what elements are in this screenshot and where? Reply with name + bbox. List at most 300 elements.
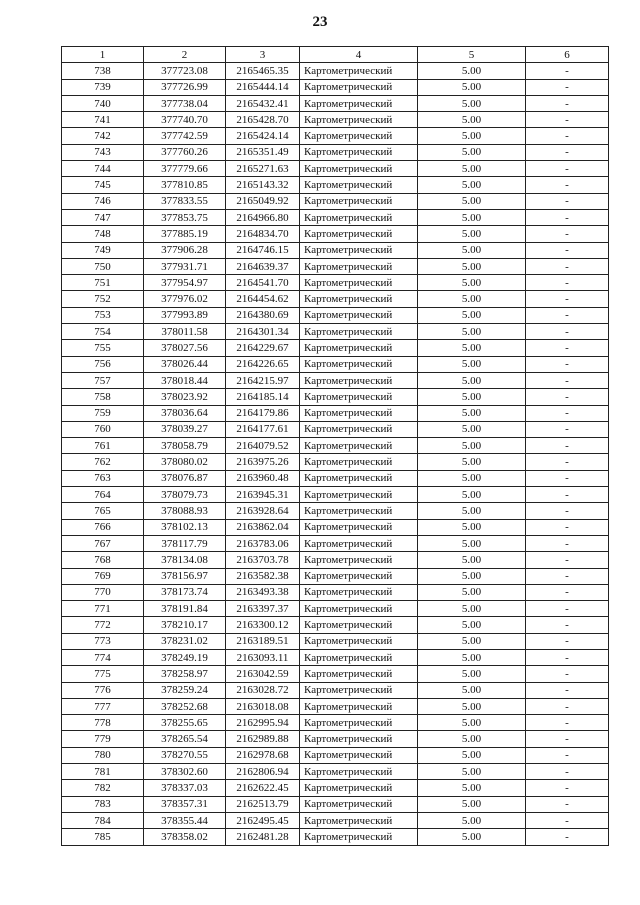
table-row [62,161,609,177]
table-cell-col-3: 2164177.61 [226,421,300,437]
table-cell-col-3: 2164226.65 [226,356,300,372]
table-cell-col-3: 2165465.35 [226,63,300,79]
table-cell-col-2: 378011.58 [144,324,226,340]
table-cell-col-5: 5.00 [418,421,526,437]
table-cell-col-5: 5.00 [418,275,526,291]
table-cell-col-2: 377810.85 [144,177,226,193]
table-cell-col-2: 378231.02 [144,633,226,649]
table-cell-col-6: - [526,812,609,828]
table-cell-col-3: 2162806.94 [226,764,300,780]
table-cell-col-3: 2163397.37 [226,601,300,617]
table-cell-col-6: - [526,698,609,714]
table-cell-col-5: 5.00 [418,666,526,682]
table-cell-col-1: 740 [62,95,144,111]
table-row [62,535,609,551]
table-cell-col-6: - [526,79,609,95]
table-cell-col-2: 377954.97 [144,275,226,291]
table-cell-col-3: 2162989.88 [226,731,300,747]
table-cell-col-3: 2163703.78 [226,552,300,568]
table-row [62,63,609,79]
table-cell-col-3: 2162513.79 [226,796,300,812]
table-cell-col-6: - [526,421,609,437]
table-cell-col-4: Картометрический [300,731,418,747]
table-cell-col-6: - [526,405,609,421]
table-cell-col-1: 756 [62,356,144,372]
table-row [62,601,609,617]
table-cell-col-3: 2165271.63 [226,161,300,177]
table-cell-col-3: 2163862.04 [226,519,300,535]
table-cell-col-4: Картометрический [300,715,418,731]
table-cell-col-2: 378156.97 [144,568,226,584]
table-cell-col-4: Картометрический [300,209,418,225]
table-row [62,584,609,600]
table-cell-col-5: 5.00 [418,584,526,600]
table-cell-col-5: 5.00 [418,633,526,649]
table-cell-col-1: 745 [62,177,144,193]
table-cell-col-5: 5.00 [418,552,526,568]
column-header-6: 6 [526,47,609,63]
table-cell-col-4: Картометрический [300,340,418,356]
table-cell-col-6: - [526,177,609,193]
table-cell-col-6: - [526,715,609,731]
table-cell-col-3: 2164215.97 [226,372,300,388]
table-cell-col-1: 741 [62,112,144,128]
table-cell-col-2: 378039.27 [144,421,226,437]
table-cell-col-6: - [526,470,609,486]
table-cell-col-2: 377740.70 [144,112,226,128]
table-cell-col-5: 5.00 [418,340,526,356]
table-row [62,356,609,372]
table-row [62,666,609,682]
table-cell-col-2: 378191.84 [144,601,226,617]
table-cell-col-1: 767 [62,535,144,551]
table-row [62,324,609,340]
table-cell-col-3: 2164746.15 [226,242,300,258]
table-cell-col-6: - [526,63,609,79]
table-row [62,552,609,568]
table-cell-col-1: 779 [62,731,144,747]
table-row [62,405,609,421]
table-cell-col-3: 2165424.14 [226,128,300,144]
table-cell-col-5: 5.00 [418,291,526,307]
table-cell-col-6: - [526,275,609,291]
table-cell-col-3: 2164229.67 [226,340,300,356]
table-row [62,438,609,454]
table-cell-col-4: Картометрический [300,275,418,291]
table-cell-col-5: 5.00 [418,144,526,160]
table-row [62,242,609,258]
table-cell-col-4: Картометрический [300,324,418,340]
table-cell-col-5: 5.00 [418,812,526,828]
table-cell-col-2: 377723.08 [144,63,226,79]
table-row [62,731,609,747]
table-cell-col-6: - [526,731,609,747]
table-cell-col-6: - [526,307,609,323]
table-cell-col-2: 377726.99 [144,79,226,95]
table-cell-col-1: 746 [62,193,144,209]
table-cell-col-5: 5.00 [418,389,526,405]
table-cell-col-1: 777 [62,698,144,714]
table-cell-col-3: 2165351.49 [226,144,300,160]
table-cell-col-3: 2165444.14 [226,79,300,95]
table-cell-col-6: - [526,666,609,682]
table-cell-col-4: Картометрический [300,193,418,209]
table-cell-col-4: Картометрический [300,421,418,437]
table-cell-col-3: 2165049.92 [226,193,300,209]
table-cell-col-4: Картометрический [300,796,418,812]
table-cell-col-1: 768 [62,552,144,568]
table-cell-col-1: 744 [62,161,144,177]
table-cell-col-3: 2163018.08 [226,698,300,714]
table-cell-col-1: 761 [62,438,144,454]
table-cell-col-2: 378259.24 [144,682,226,698]
table-cell-col-4: Картометрический [300,177,418,193]
table-cell-col-5: 5.00 [418,95,526,111]
table-cell-col-3: 2163189.51 [226,633,300,649]
table-cell-col-1: 754 [62,324,144,340]
table-row [62,144,609,160]
table-cell-col-5: 5.00 [418,63,526,79]
table-cell-col-4: Картометрический [300,747,418,763]
table-row [62,209,609,225]
table-row [62,226,609,242]
table-cell-col-3: 2163028.72 [226,682,300,698]
table-row [62,372,609,388]
table-cell-col-6: - [526,649,609,665]
table-cell-col-1: 783 [62,796,144,812]
table-cell-col-3: 2163945.31 [226,487,300,503]
table-cell-col-4: Картометрический [300,535,418,551]
table-cell-col-2: 377833.55 [144,193,226,209]
table-cell-col-3: 2164179.86 [226,405,300,421]
table-cell-col-5: 5.00 [418,698,526,714]
table-row [62,95,609,111]
table-cell-col-6: - [526,535,609,551]
table-cell-col-6: - [526,372,609,388]
table-cell-col-3: 2164454.62 [226,291,300,307]
table-cell-col-3: 2164639.37 [226,258,300,274]
column-header-2: 2 [144,47,226,63]
table-cell-col-3: 2162495.45 [226,812,300,828]
table-cell-col-2: 378265.54 [144,731,226,747]
table-cell-col-2: 377976.02 [144,291,226,307]
header-row [62,47,609,63]
table-row [62,682,609,698]
table-cell-col-5: 5.00 [418,470,526,486]
table-cell-col-5: 5.00 [418,128,526,144]
table-cell-col-2: 378080.02 [144,454,226,470]
table-cell-col-5: 5.00 [418,258,526,274]
table-cell-col-1: 769 [62,568,144,584]
table-cell-col-3: 2165428.70 [226,112,300,128]
table-cell-col-3: 2163582.38 [226,568,300,584]
table-cell-col-1: 774 [62,649,144,665]
table-cell-col-5: 5.00 [418,405,526,421]
table-cell-col-1: 755 [62,340,144,356]
table-row [62,487,609,503]
table-cell-col-2: 378355.44 [144,812,226,828]
page-number: 23 [312,14,328,30]
table-cell-col-4: Картометрический [300,405,418,421]
table-cell-col-2: 378173.74 [144,584,226,600]
table-cell-col-4: Картометрический [300,258,418,274]
table-row [62,633,609,649]
table-cell-col-6: - [526,193,609,209]
table-row [62,128,609,144]
table-cell-col-1: 763 [62,470,144,486]
table-row [62,275,609,291]
table-cell-col-1: 771 [62,601,144,617]
table-cell-col-2: 377738.04 [144,95,226,111]
table-row [62,79,609,95]
table-cell-col-5: 5.00 [418,764,526,780]
table-cell-col-4: Картометрический [300,128,418,144]
table-cell-col-6: - [526,226,609,242]
table-cell-col-6: - [526,128,609,144]
table-cell-col-1: 762 [62,454,144,470]
table-cell-col-4: Картометрический [300,372,418,388]
table-cell-col-5: 5.00 [418,454,526,470]
table-cell-col-4: Картометрический [300,307,418,323]
table-cell-col-4: Картометрический [300,568,418,584]
table-cell-col-5: 5.00 [418,324,526,340]
table-cell-col-2: 377742.59 [144,128,226,144]
table-cell-col-1: 742 [62,128,144,144]
table-cell-col-3: 2164185.14 [226,389,300,405]
table-cell-col-3: 2164079.52 [226,438,300,454]
table-cell-col-6: - [526,487,609,503]
table-cell-col-6: - [526,796,609,812]
table-cell-col-6: - [526,454,609,470]
table-cell-col-4: Картометрический [300,666,418,682]
table-cell-col-3: 2163042.59 [226,666,300,682]
table-row [62,715,609,731]
table-cell-col-5: 5.00 [418,519,526,535]
table-cell-col-2: 378079.73 [144,487,226,503]
table-cell-col-1: 738 [62,63,144,79]
table-cell-col-6: - [526,112,609,128]
table-cell-col-6: - [526,209,609,225]
table-cell-col-4: Картометрический [300,780,418,796]
column-header-4: 4 [300,47,418,63]
table-cell-col-6: - [526,601,609,617]
table-cell-col-2: 378337.03 [144,780,226,796]
table-cell-col-3: 2163300.12 [226,617,300,633]
table-cell-col-3: 2162978.68 [226,747,300,763]
table-cell-col-2: 377853.75 [144,209,226,225]
table-cell-col-6: - [526,356,609,372]
table-row [62,389,609,405]
table-cell-col-4: Картометрический [300,438,418,454]
table-cell-col-2: 377760.26 [144,144,226,160]
table-cell-col-6: - [526,258,609,274]
table-cell-col-4: Картометрический [300,356,418,372]
table-cell-col-5: 5.00 [418,535,526,551]
table-row [62,421,609,437]
table-cell-col-1: 743 [62,144,144,160]
table-cell-col-3: 2163783.06 [226,535,300,551]
table-cell-col-3: 2164834.70 [226,226,300,242]
table-cell-col-4: Картометрический [300,519,418,535]
table-cell-col-2: 378088.93 [144,503,226,519]
table-cell-col-3: 2165432.41 [226,95,300,111]
table-row [62,812,609,828]
table-cell-col-6: - [526,324,609,340]
table-cell-col-3: 2162481.28 [226,829,300,845]
table-cell-col-4: Картометрический [300,112,418,128]
table-cell-col-3: 2163975.26 [226,454,300,470]
table-cell-col-5: 5.00 [418,112,526,128]
table-row [62,291,609,307]
table-cell-col-1: 773 [62,633,144,649]
table-cell-col-1: 785 [62,829,144,845]
table-cell-col-1: 764 [62,487,144,503]
column-header-5: 5 [418,47,526,63]
table-cell-col-5: 5.00 [418,568,526,584]
table-cell-col-1: 747 [62,209,144,225]
table-row [62,307,609,323]
table-cell-col-3: 2162622.45 [226,780,300,796]
table-body [62,63,609,845]
table-cell-col-5: 5.00 [418,503,526,519]
table-cell-col-1: 757 [62,372,144,388]
column-header-1: 1 [62,47,144,63]
table-cell-col-1: 782 [62,780,144,796]
table-cell-col-3: 2163928.64 [226,503,300,519]
table-cell-col-2: 377779.66 [144,161,226,177]
table-cell-col-3: 2164380.69 [226,307,300,323]
coordinates-table [61,46,609,846]
table-cell-col-4: Картометрический [300,633,418,649]
table-cell-col-2: 378058.79 [144,438,226,454]
table-cell-col-5: 5.00 [418,731,526,747]
table-cell-col-1: 759 [62,405,144,421]
table-cell-col-2: 378255.65 [144,715,226,731]
table-cell-col-6: - [526,144,609,160]
table-cell-col-2: 378357.31 [144,796,226,812]
table-cell-col-6: - [526,242,609,258]
table-cell-col-4: Картометрический [300,79,418,95]
table-row [62,649,609,665]
table-row [62,193,609,209]
table-cell-col-5: 5.00 [418,682,526,698]
table-cell-col-5: 5.00 [418,209,526,225]
table-cell-col-4: Картометрический [300,829,418,845]
table-cell-col-6: - [526,438,609,454]
table-cell-col-2: 377885.19 [144,226,226,242]
table-cell-col-4: Картометрический [300,552,418,568]
table-row [62,780,609,796]
table-cell-col-6: - [526,340,609,356]
table-row [62,764,609,780]
table-cell-col-1: 752 [62,291,144,307]
table-cell-col-4: Картометрический [300,682,418,698]
table-cell-col-3: 2164301.34 [226,324,300,340]
table-row [62,796,609,812]
table-cell-col-5: 5.00 [418,617,526,633]
table-cell-col-2: 377931.71 [144,258,226,274]
table-cell-col-4: Картометрический [300,617,418,633]
table-cell-col-2: 378210.17 [144,617,226,633]
table-row [62,568,609,584]
table-cell-col-6: - [526,291,609,307]
table-cell-col-6: - [526,95,609,111]
table-cell-col-1: 765 [62,503,144,519]
table-cell-col-4: Картометрический [300,95,418,111]
table-cell-col-3: 2163093.11 [226,649,300,665]
table-cell-col-5: 5.00 [418,226,526,242]
table-cell-col-4: Картометрический [300,63,418,79]
table-cell-col-5: 5.00 [418,307,526,323]
table-cell-col-2: 378102.13 [144,519,226,535]
table-cell-col-6: - [526,552,609,568]
table-cell-col-5: 5.00 [418,829,526,845]
table-cell-col-4: Картометрический [300,291,418,307]
table-cell-col-6: - [526,584,609,600]
table-cell-col-3: 2164541.70 [226,275,300,291]
table-cell-col-4: Картометрический [300,226,418,242]
table-cell-col-5: 5.00 [418,372,526,388]
table-cell-col-6: - [526,633,609,649]
table-cell-col-1: 749 [62,242,144,258]
table-cell-col-4: Картометрический [300,161,418,177]
table-cell-col-6: - [526,747,609,763]
table-row [62,258,609,274]
table-cell-col-1: 770 [62,584,144,600]
table-cell-col-4: Картометрический [300,649,418,665]
table-cell-col-1: 739 [62,79,144,95]
table-cell-col-5: 5.00 [418,438,526,454]
table-cell-col-5: 5.00 [418,356,526,372]
table-cell-col-3: 2162995.94 [226,715,300,731]
table-row [62,470,609,486]
table-cell-col-5: 5.00 [418,780,526,796]
table-cell-col-1: 766 [62,519,144,535]
table-cell-col-1: 775 [62,666,144,682]
table-cell-col-1: 750 [62,258,144,274]
table-cell-col-5: 5.00 [418,161,526,177]
table-cell-col-4: Картометрический [300,389,418,405]
table-cell-col-1: 760 [62,421,144,437]
table-row [62,112,609,128]
table-cell-col-4: Картометрический [300,470,418,486]
table-row [62,829,609,845]
table-cell-col-4: Картометрический [300,503,418,519]
table-cell-col-5: 5.00 [418,649,526,665]
table-cell-col-2: 378027.56 [144,340,226,356]
table-cell-col-2: 378026.44 [144,356,226,372]
table-cell-col-5: 5.00 [418,601,526,617]
table-cell-col-3: 2163493.38 [226,584,300,600]
table-cell-col-6: - [526,161,609,177]
table-cell-col-2: 378117.79 [144,535,226,551]
table-cell-col-2: 378249.19 [144,649,226,665]
table-row [62,519,609,535]
table-cell-col-6: - [526,389,609,405]
table-cell-col-6: - [526,568,609,584]
table-cell-col-1: 776 [62,682,144,698]
table-row [62,617,609,633]
table-cell-col-2: 378258.97 [144,666,226,682]
table-cell-col-5: 5.00 [418,796,526,812]
table-cell-col-4: Картометрический [300,584,418,600]
table-row [62,698,609,714]
table-cell-col-4: Картометрический [300,812,418,828]
table-cell-col-4: Картометрический [300,144,418,160]
table-cell-col-2: 378358.02 [144,829,226,845]
table-cell-col-5: 5.00 [418,242,526,258]
table-cell-col-2: 378076.87 [144,470,226,486]
